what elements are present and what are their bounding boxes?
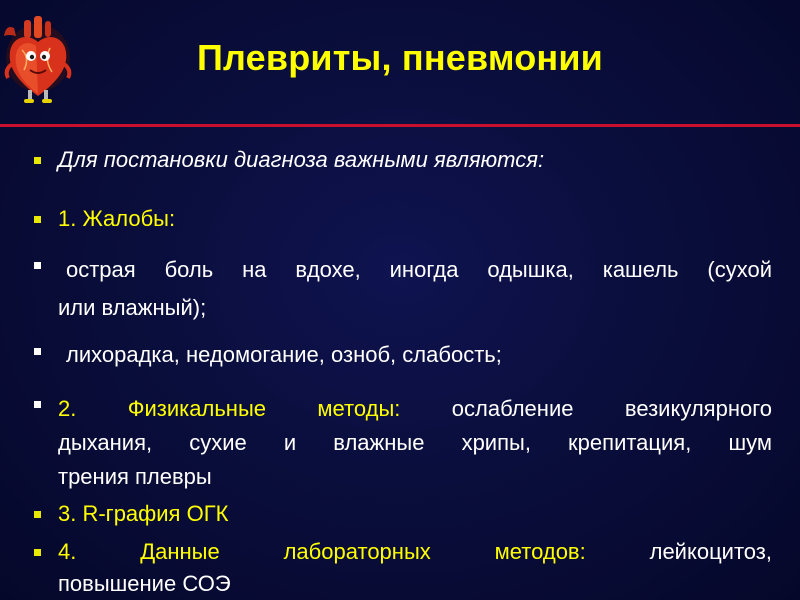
item4-label-d: методов: <box>494 539 586 564</box>
title-divider <box>0 124 800 127</box>
bullet-complaint2 <box>34 348 41 355</box>
slide-title: Плевриты, пневмонии <box>196 37 604 78</box>
bullet-item1 <box>34 216 41 223</box>
item2-label-c: методы: <box>317 396 401 421</box>
item2-text-b: везикулярного <box>624 396 772 421</box>
item2-line1 <box>58 395 772 423</box>
item2-line2-text: дыхания, сухие и влажные хрипы, крепитация, шум <box>58 430 772 455</box>
bullet-item3 <box>34 511 41 518</box>
item4-line2: повышение СОЭ <box>58 571 231 596</box>
item4-label-b: Данные <box>140 539 220 564</box>
item4-text-a: лейкоцитоз, <box>649 539 772 564</box>
item4-label-c: лабораторных <box>283 539 431 564</box>
bullet-intro <box>34 157 41 164</box>
bullet-complaint1 <box>34 262 41 269</box>
complaint1-line2: или влажный); <box>58 295 207 320</box>
item3-text: 3. R-графия ОГК <box>58 501 229 526</box>
item1-heading: 1. Жалобы: <box>58 206 176 231</box>
item4-line1 <box>58 538 772 566</box>
bullet-item2 <box>34 401 41 408</box>
bullet-item4 <box>34 549 41 556</box>
item2-label-b: Физикальные <box>127 396 266 421</box>
item4-label-a: 4. <box>58 539 77 564</box>
intro-text: Для постановки диагноза важными являются: <box>58 147 545 172</box>
item2-line3: трения плевры <box>58 464 212 489</box>
complaint1-line1 <box>58 256 772 284</box>
complaint1-line1-text: острая боль на вдохе, иногда одышка, кашель (сухой <box>66 257 772 282</box>
item2-label-a: 2. <box>58 396 77 421</box>
item2-line2 <box>58 429 772 457</box>
item2-text-a: ослабление <box>451 396 574 421</box>
complaint2-text: лихорадка, недомогание, озноб, слабость; <box>66 342 502 367</box>
